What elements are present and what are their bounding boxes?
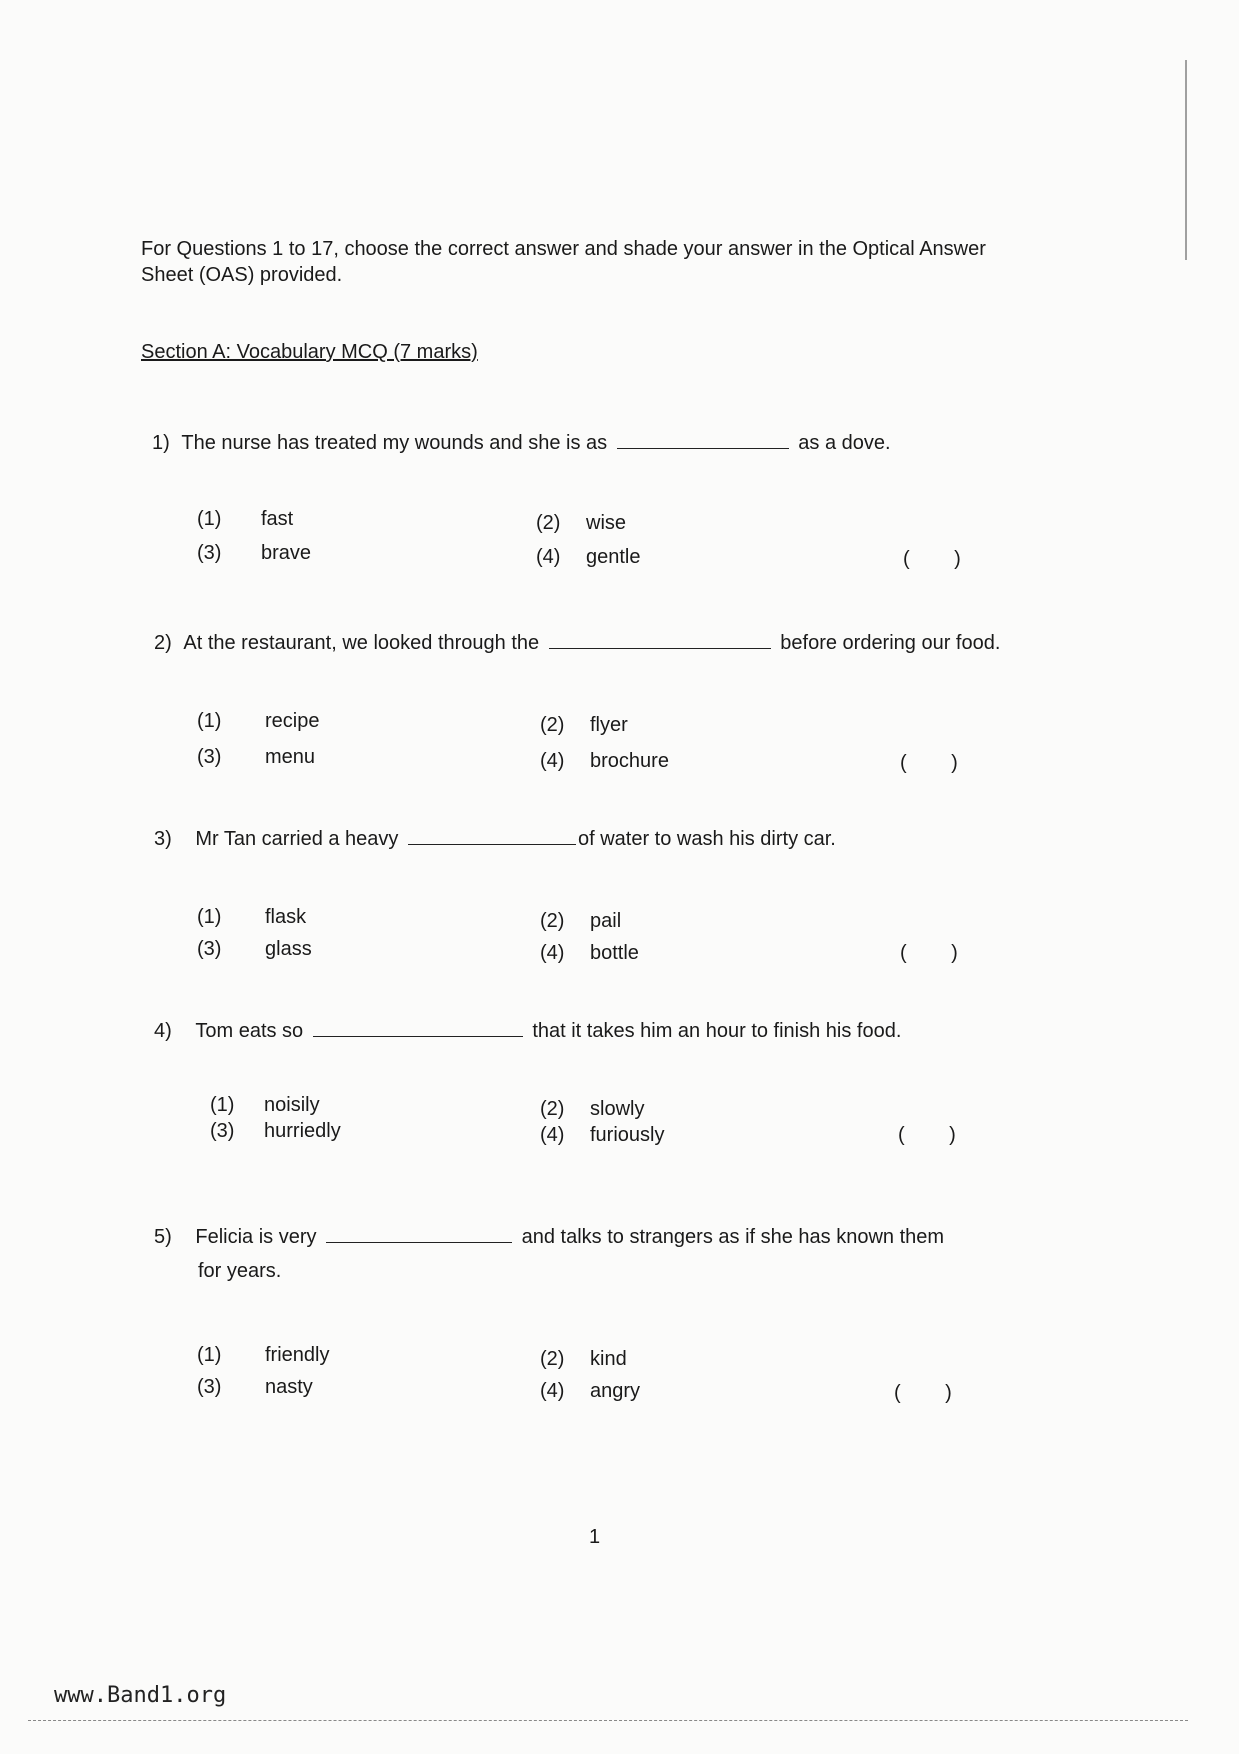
question-number: 5) (154, 1226, 172, 1248)
option-number: (1) (197, 508, 222, 530)
question-text-after: that it takes him an hour to finish his food. (532, 1020, 902, 1042)
option-text: slowly (590, 1098, 645, 1120)
option-text: nasty (265, 1376, 313, 1398)
question-number: 2) (154, 632, 172, 654)
question-text-before: At the restaurant, we looked through the (183, 632, 540, 654)
question-text-after: and talks to strangers as if she has known them (521, 1226, 945, 1248)
option-text: angry (590, 1380, 641, 1402)
option-number: (4) (540, 750, 565, 772)
option-number: (3) (197, 746, 222, 768)
option-text: recipe (265, 710, 320, 732)
option-number: (1) (197, 906, 222, 928)
footer-divider (28, 1720, 1188, 1721)
option-number: (1) (197, 710, 222, 732)
question-1 (152, 430, 1052, 456)
answer-blank (326, 1224, 512, 1243)
option-number: (2) (540, 1098, 565, 1120)
option-number: (2) (540, 1348, 565, 1370)
answer-bracket[interactable]: ( ) (898, 1124, 956, 1146)
instructions: For Questions 1 to 17, choose the correct answer and shade your answer in the Optical Answer Sheet (OAS) provided. (141, 238, 986, 286)
answer-bracket[interactable]: ( ) (894, 1382, 952, 1404)
option-number: (3) (197, 1376, 222, 1398)
scan-edge-mark (1185, 60, 1187, 260)
question-2 (154, 630, 1094, 656)
question-4 (154, 1018, 1094, 1044)
option-text: hurriedly (264, 1120, 341, 1142)
option-text: glass (265, 938, 312, 960)
answer-bracket[interactable]: ( ) (900, 752, 958, 774)
page-number: 1 (589, 1526, 601, 1548)
option-text: brochure (590, 750, 669, 772)
question-5-continued: for years. (198, 1260, 282, 1282)
option-number: (2) (536, 512, 561, 534)
question-text-before: Felicia is very (195, 1226, 317, 1248)
option-number: (4) (540, 1124, 565, 1146)
option-text: wise (586, 512, 627, 534)
option-number: (2) (540, 910, 565, 932)
question-text-after: before ordering our food. (780, 632, 1001, 654)
section-title: Section A: Vocabulary MCQ (7 marks) (141, 341, 478, 363)
answer-blank (549, 630, 771, 649)
answer-blank (408, 826, 576, 845)
question-number: 3) (154, 828, 172, 850)
option-text: flask (265, 906, 307, 928)
option-text: brave (261, 542, 312, 564)
option-text: kind (590, 1348, 627, 1370)
option-text: fast (261, 508, 294, 530)
option-number: (3) (197, 542, 222, 564)
question-number: 4) (154, 1020, 172, 1042)
question-3 (154, 826, 1054, 852)
option-number: (3) (197, 938, 222, 960)
question-5 (154, 1224, 1094, 1250)
option-number: (4) (536, 546, 561, 568)
option-text: friendly (265, 1344, 330, 1366)
option-number: (2) (540, 714, 565, 736)
option-number: (3) (210, 1120, 235, 1142)
option-text: menu (265, 746, 316, 768)
option-text: furiously (590, 1124, 665, 1146)
option-number: (1) (210, 1094, 235, 1116)
option-text: flyer (590, 714, 628, 736)
answer-blank (617, 430, 789, 449)
question-text-before: The nurse has treated my wounds and she is as (181, 432, 608, 454)
option-text: noisily (264, 1094, 320, 1116)
footer-url[interactable]: www.Band1.org (54, 1683, 227, 1708)
option-text: pail (590, 910, 622, 932)
option-number: (1) (197, 1344, 222, 1366)
option-number: (4) (540, 942, 565, 964)
question-number: 1) (152, 432, 170, 454)
answer-bracket[interactable]: ( ) (903, 548, 961, 570)
answer-bracket[interactable]: ( ) (900, 942, 958, 964)
question-text-after: as a dove. (798, 432, 891, 454)
question-text-before: Mr Tan carried a heavy (195, 828, 399, 850)
answer-blank (313, 1018, 523, 1037)
question-text-before: Tom eats so (195, 1020, 304, 1042)
question-text-after: of water to wash his dirty car. (577, 828, 836, 850)
option-text: bottle (590, 942, 639, 964)
option-text: gentle (586, 546, 641, 568)
option-number: (4) (540, 1380, 565, 1402)
